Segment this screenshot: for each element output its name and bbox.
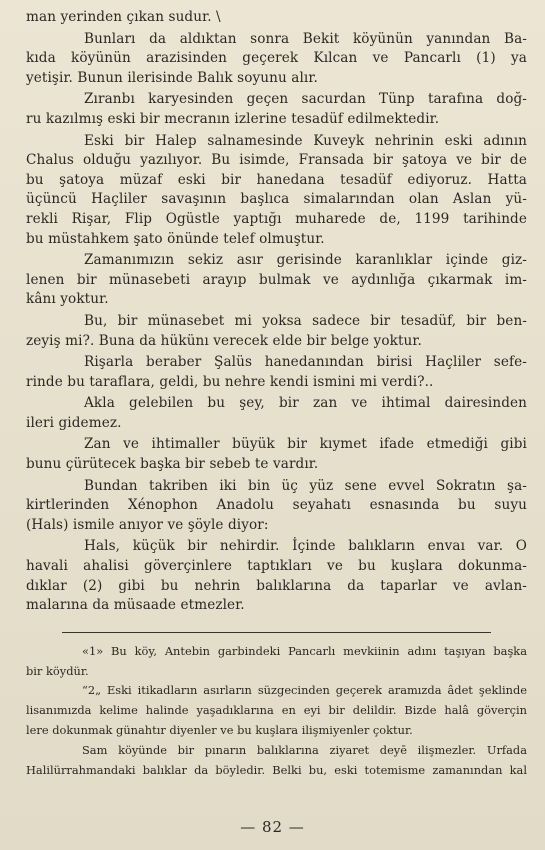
body-line: lenen bir münasebeti arayıp bulmak ve aydınlığa çıkarmak im- (26, 271, 527, 288)
body-line: Chalus olduğu yazılıyor. Bu isimde, Fransada bir şatoya ve bir de (26, 152, 527, 169)
body-line: Zamanımızın sekiz asır gerisinde karanlıklar içinde giz- (84, 252, 527, 269)
body-line: Bunları da aldıktan sonra Bekit köyünün yanından Ba- (84, 30, 527, 47)
body-line: malarına da müsaade etmezler. (26, 597, 245, 614)
body-line: rinde bu taraflara, geldi, bu nehre kendi ismini mi verdi?.. (26, 373, 434, 390)
body-line: bunu çürütecek başka bir sebeb te vardır. (26, 456, 319, 473)
footnotes (26, 643, 527, 779)
body-line: Rişarla beraber Şalüs hanedanından birisi Haçliler sefe- (84, 354, 527, 371)
body-line: Zıranbı karyesinden geçen sacurdan Tünp tarafına doğ- (84, 91, 527, 108)
body-line: Bu, bir münasebet mi yoksa sadece bir tesadüf, bir ben- (84, 312, 527, 329)
body-line: kirtlerinden Xénophon Anadolu seyahatı esnasında bu suyu (26, 497, 527, 514)
body-line: rekli Rişar, Flip Ogüstle yaptığı muharede de, 1199 tarihinde (26, 210, 527, 227)
body-line: bu müstahkem şato önünde telef olmuştur. (26, 230, 325, 247)
body-line: havali ahalisi göverçinlere taptıkları ve bu kuşlara dokunma- (26, 558, 527, 575)
body-line: Akla gelebilen bu şey, bir zan ve ihtimal dairesinden (84, 395, 527, 412)
body-line: ru kazılmış eski bir mecranın izlerine tesadüf edilmektedir. (26, 110, 440, 127)
body-line: Bundan takriben iki bin üç yüz sene evvel Sokratın şa- (84, 477, 527, 494)
body-line: dıklar (2) gibi bu nehrin balıklarına da taparlar ve avlan- (26, 577, 527, 594)
body-line: Zan ve ihtimaller büyük bir kıymet ifade etmediği gibi (84, 436, 527, 453)
footnote-line: Halilürrahmandaki balıklar da böyledir. Belki bu, eski totemisme zamanından kal (26, 762, 527, 777)
body-line: ileri gidemez. (26, 414, 122, 431)
footnote-line: «1» Bu köy, Antebin garbindeki Pancarlı mevkiinin adını taşıyan başka (82, 643, 527, 658)
body-line: (Hals) ismile anıyor ve şöyle diyor: (26, 516, 269, 533)
footnote-line: “2„ Eski itikadların asırların süzgecinden geçerek aramızda âdet şeklinde (82, 683, 527, 698)
footnote-line: lisanımızda kelime halinde yaşadıklarına en eyi bir delildir. Bizde halâ göverçin (26, 703, 527, 718)
body-line: man yerinden çıkan sudur. \ (26, 9, 221, 25)
body-line: Hals, küçük bir nehirdir. İçinde balıkların envaı var. O (84, 538, 527, 555)
body-line: bu şatoya müzaf eski bir hanedana tesadüf ediyoruz. Hatta (26, 171, 527, 188)
body-line: kânı yoktur. (26, 291, 109, 308)
body-line: kıda köyünün arazisinden geçerek Kılcan ve Pancarlı (1) ya (26, 50, 527, 67)
footnote-divider (62, 632, 491, 633)
page-number: — 82 — (240, 818, 305, 836)
body-line: üçüncü Haçliler savaşının başlıca simalarından olan Aslan yü- (26, 191, 527, 208)
body-line: zeyiş mi?. Buna da hükünı verecek elde bir belge yoktur. (26, 332, 422, 349)
footnote-line: bir köydür. (26, 663, 89, 678)
body-line: Eski bir Halep salnamesinde Kuveyk nehrinin eski adının (84, 132, 527, 149)
main-text (26, 8, 527, 616)
body-line: yetişir. Bunun ilerisinde Balık soyunu alır. (26, 69, 318, 86)
footnote-line: Sam köyünde bir pınarın balıklarına ziyaret deyē ilişmezler. Urfada (82, 742, 527, 757)
footnote-line: lere dokunmak günahtır diyenler ve bu kuşlara ilişmiyenler çoktur. (26, 723, 413, 737)
